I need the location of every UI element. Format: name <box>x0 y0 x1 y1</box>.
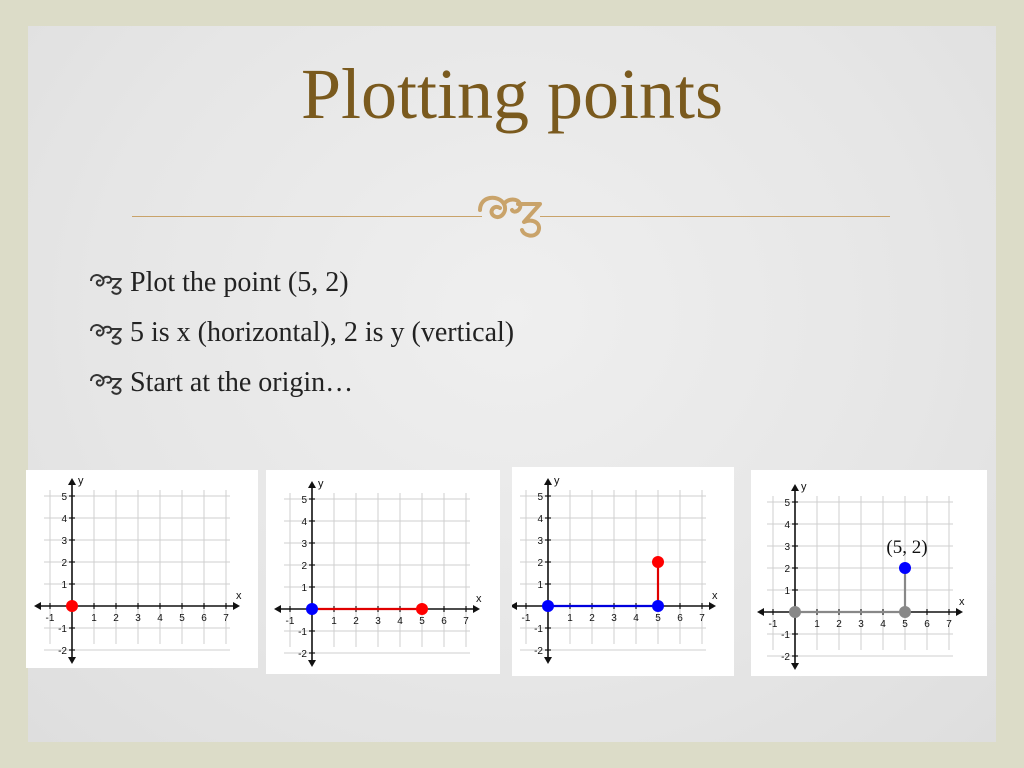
x-tick-label: 7 <box>946 619 952 630</box>
x-tick-label: 1 <box>331 616 337 627</box>
y-axis-label: y <box>801 481 807 493</box>
coordinate-graph-1 <box>26 470 258 668</box>
flourish-icon <box>474 188 550 240</box>
x-tick-label: 7 <box>699 613 705 624</box>
plotted-point <box>66 600 78 612</box>
x-axis-arrow-icon <box>473 605 480 613</box>
y-tick-label: 3 <box>61 536 67 547</box>
y-tick-label: -1 <box>298 627 307 638</box>
plotted-point <box>416 603 428 615</box>
x-tick-label: 3 <box>135 613 141 624</box>
y-axis-arrow-icon <box>308 660 316 667</box>
x-axis-arrow-icon <box>757 608 764 616</box>
plotted-point <box>899 562 911 574</box>
x-tick-label: 6 <box>677 613 683 624</box>
y-axis-label: y <box>554 475 560 487</box>
coordinate-graph-2 <box>266 470 500 674</box>
y-tick-label: 1 <box>301 583 307 594</box>
title-rule-left <box>132 216 482 217</box>
x-tick-label: 3 <box>858 619 864 630</box>
x-axis-arrow-icon <box>956 608 963 616</box>
bullet-item <box>88 308 514 358</box>
y-tick-label: -1 <box>781 630 790 641</box>
x-axis-label: x <box>712 590 718 602</box>
plotted-point <box>652 556 664 568</box>
plotted-point <box>306 603 318 615</box>
y-tick-label: 3 <box>537 536 543 547</box>
x-tick-label: 7 <box>463 616 469 627</box>
bullet-flourish-icon <box>88 321 128 345</box>
y-tick-label: 1 <box>61 580 67 591</box>
x-tick-label: 6 <box>441 616 447 627</box>
bullet-flourish-icon <box>88 271 128 295</box>
plotted-point <box>899 606 911 618</box>
y-tick-label: 1 <box>537 580 543 591</box>
y-axis-arrow-icon <box>544 478 552 485</box>
y-tick-label: 1 <box>784 586 790 597</box>
graph-panel-4 <box>751 470 987 676</box>
graph-panel-1 <box>26 470 258 668</box>
x-axis-label: x <box>959 596 965 608</box>
x-tick-label: 2 <box>836 619 842 630</box>
plotted-point <box>542 600 554 612</box>
graph-panel-2 <box>266 470 500 674</box>
bullet-text: 5 is x (horizontal), 2 is y (vertical) <box>130 317 515 348</box>
y-axis-label: y <box>318 478 324 490</box>
y-tick-label: 4 <box>537 514 543 525</box>
x-tick-label: -1 <box>285 616 295 627</box>
x-tick-label: 4 <box>397 616 403 627</box>
x-tick-label: 4 <box>880 619 886 630</box>
y-axis-arrow-icon <box>544 657 552 664</box>
x-axis-arrow-icon <box>512 602 517 610</box>
x-axis-arrow-icon <box>274 605 281 613</box>
bullet-list <box>88 258 514 408</box>
y-tick-label: 5 <box>301 495 307 506</box>
y-tick-label: 3 <box>784 542 790 553</box>
x-tick-label: 7 <box>223 613 229 624</box>
x-axis-label: x <box>236 590 242 602</box>
x-tick-label: 5 <box>419 616 425 627</box>
bullet-item <box>88 258 514 308</box>
x-axis-arrow-icon <box>34 602 41 610</box>
x-tick-label: 2 <box>589 613 595 624</box>
y-tick-label: 4 <box>301 517 307 528</box>
y-tick-label: 4 <box>61 514 67 525</box>
y-tick-label: -2 <box>58 646 67 657</box>
x-tick-label: 3 <box>375 616 381 627</box>
x-tick-label: 3 <box>611 613 617 624</box>
y-tick-label: -2 <box>534 646 543 657</box>
y-axis-arrow-icon <box>791 663 799 670</box>
y-tick-label: 2 <box>301 561 307 572</box>
x-tick-label: 4 <box>633 613 639 624</box>
x-tick-label: -1 <box>521 613 531 624</box>
slide-title: Plotting points <box>300 54 724 134</box>
y-tick-label: -2 <box>781 652 790 663</box>
graph-panel-3 <box>512 467 734 676</box>
y-axis-arrow-icon <box>308 481 316 488</box>
y-axis-arrow-icon <box>68 657 76 664</box>
y-tick-label: 3 <box>301 539 307 550</box>
x-tick-label: 5 <box>902 619 908 630</box>
x-tick-label: 6 <box>201 613 207 624</box>
y-axis-arrow-icon <box>791 484 799 491</box>
x-tick-label: 5 <box>655 613 661 624</box>
x-tick-label: -1 <box>45 613 55 624</box>
x-axis-arrow-icon <box>709 602 716 610</box>
y-axis-label: y <box>78 475 84 487</box>
x-tick-label: 1 <box>814 619 820 630</box>
y-axis-arrow-icon <box>68 478 76 485</box>
x-tick-label: -1 <box>768 619 778 630</box>
y-tick-label: -1 <box>534 624 543 635</box>
x-tick-label: 4 <box>157 613 163 624</box>
coordinate-graph-4 <box>751 470 987 676</box>
y-tick-label: 2 <box>537 558 543 569</box>
y-tick-label: 2 <box>61 558 67 569</box>
plotted-point <box>652 600 664 612</box>
x-tick-label: 6 <box>924 619 930 630</box>
bullet-item <box>88 358 514 408</box>
y-tick-label: 5 <box>61 492 67 503</box>
x-tick-label: 1 <box>91 613 97 624</box>
y-tick-label: 5 <box>537 492 543 503</box>
x-axis-arrow-icon <box>233 602 240 610</box>
bullet-text: Plot the point (5, 2) <box>130 267 349 298</box>
y-tick-label: 4 <box>784 520 790 531</box>
coordinate-graph-3 <box>512 467 734 676</box>
x-tick-label: 5 <box>179 613 185 624</box>
bullet-flourish-icon <box>88 371 128 395</box>
x-axis-label: x <box>476 593 482 605</box>
bullet-text: Start at the origin… <box>130 367 354 398</box>
title-rule-right <box>540 216 890 217</box>
x-tick-label: 2 <box>113 613 119 624</box>
plotted-point <box>789 606 801 618</box>
point-annotation: (5, 2) <box>886 537 928 558</box>
x-tick-label: 1 <box>567 613 573 624</box>
y-tick-label: 5 <box>784 498 790 509</box>
y-tick-label: -1 <box>58 624 67 635</box>
y-tick-label: -2 <box>298 649 307 660</box>
x-tick-label: 2 <box>353 616 359 627</box>
y-tick-label: 2 <box>784 564 790 575</box>
